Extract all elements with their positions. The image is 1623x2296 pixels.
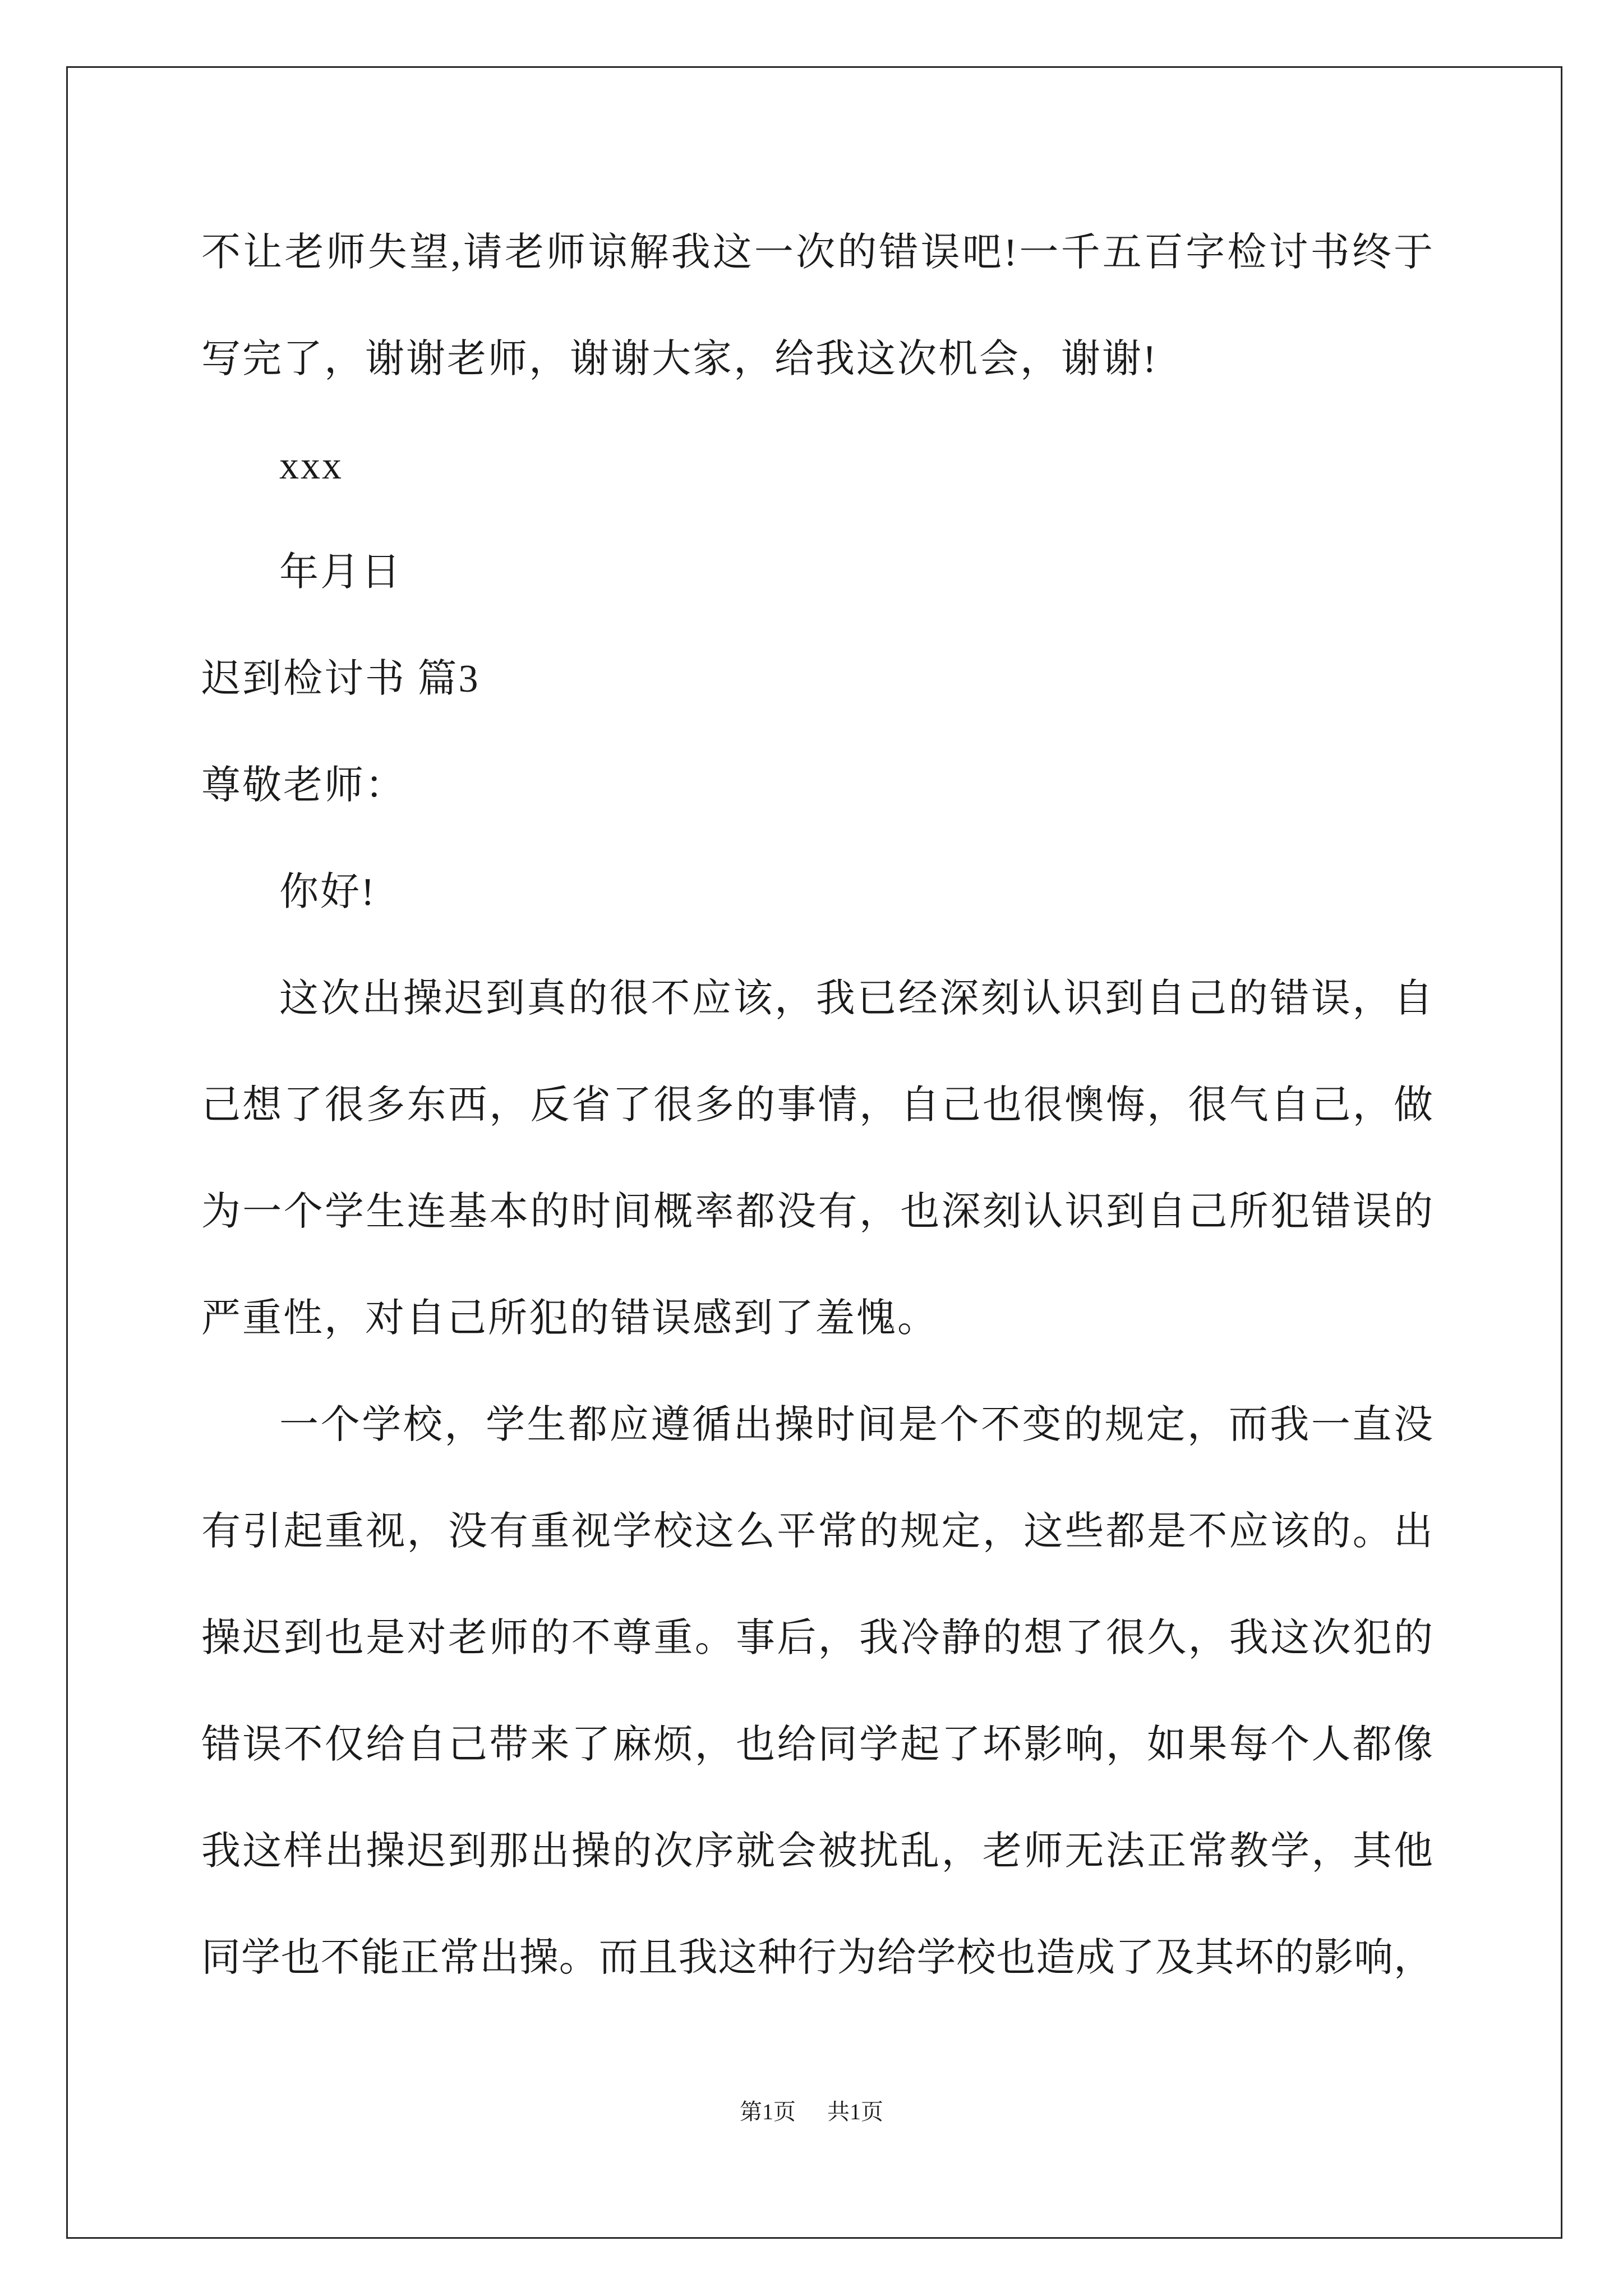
paragraph-line: 同学也不能正常出操。而且我这种行为给学校也造成了及其坏的影响，	[201, 1936, 1433, 1980]
page-number: 第1页	[740, 2099, 796, 2124]
paragraph-line: 这次出操迟到真的很不应该，我已经深刻认识到自己的错误，自	[279, 977, 1433, 1020]
page-total: 共1页	[827, 2099, 883, 2124]
paragraph-line: 操迟到也是对老师的不尊重。事后，我冷静的想了很久，我这次犯的	[201, 1617, 1433, 1660]
date-line: 年月日	[279, 551, 402, 594]
greeting: 你好!	[279, 871, 376, 914]
continuation-line: 不让老师失望,请老师谅解我这一次的错误吧!一千五百字检讨书终于	[201, 231, 1433, 274]
signature: xxx	[279, 444, 343, 487]
paragraph-line: 严重性，对自己所犯的错误感到了羞愧。	[201, 1297, 938, 1340]
section-title: 迟到检讨书 篇3	[201, 657, 480, 701]
page-footer	[0, 2098, 1623, 2126]
paragraph-line: 有引起重视，没有重视学校这么平常的规定，这些都是不应该的。出	[201, 1510, 1433, 1553]
document-body	[201, 200, 1433, 2012]
paragraph-line: 己想了很多东西，反省了很多的事情，自己也很懊悔，很气自己，做	[201, 1084, 1433, 1127]
paragraph	[201, 946, 1433, 1372]
salutation: 尊敬老师：	[201, 764, 406, 807]
paragraph-line: 错误不仅给自己带来了麻烦，也给同学起了坏影响，如果每个人都像	[201, 1723, 1433, 1766]
continuation-line: 写完了，谢谢老师，谢谢大家，给我这次机会，谢谢!	[201, 338, 1158, 381]
paragraph	[201, 1372, 1433, 2012]
paragraph-line: 我这样出操迟到那出操的次序就会被扰乱，老师无法正常教学，其他	[201, 1830, 1433, 1873]
paragraph-line: 为一个学生连基本的时间概率都没有，也深刻认识到自己所犯错误的	[201, 1190, 1433, 1234]
paragraph-line: 一个学校，学生都应遵循出操时间是个不变的规定，而我一直没	[279, 1404, 1433, 1447]
